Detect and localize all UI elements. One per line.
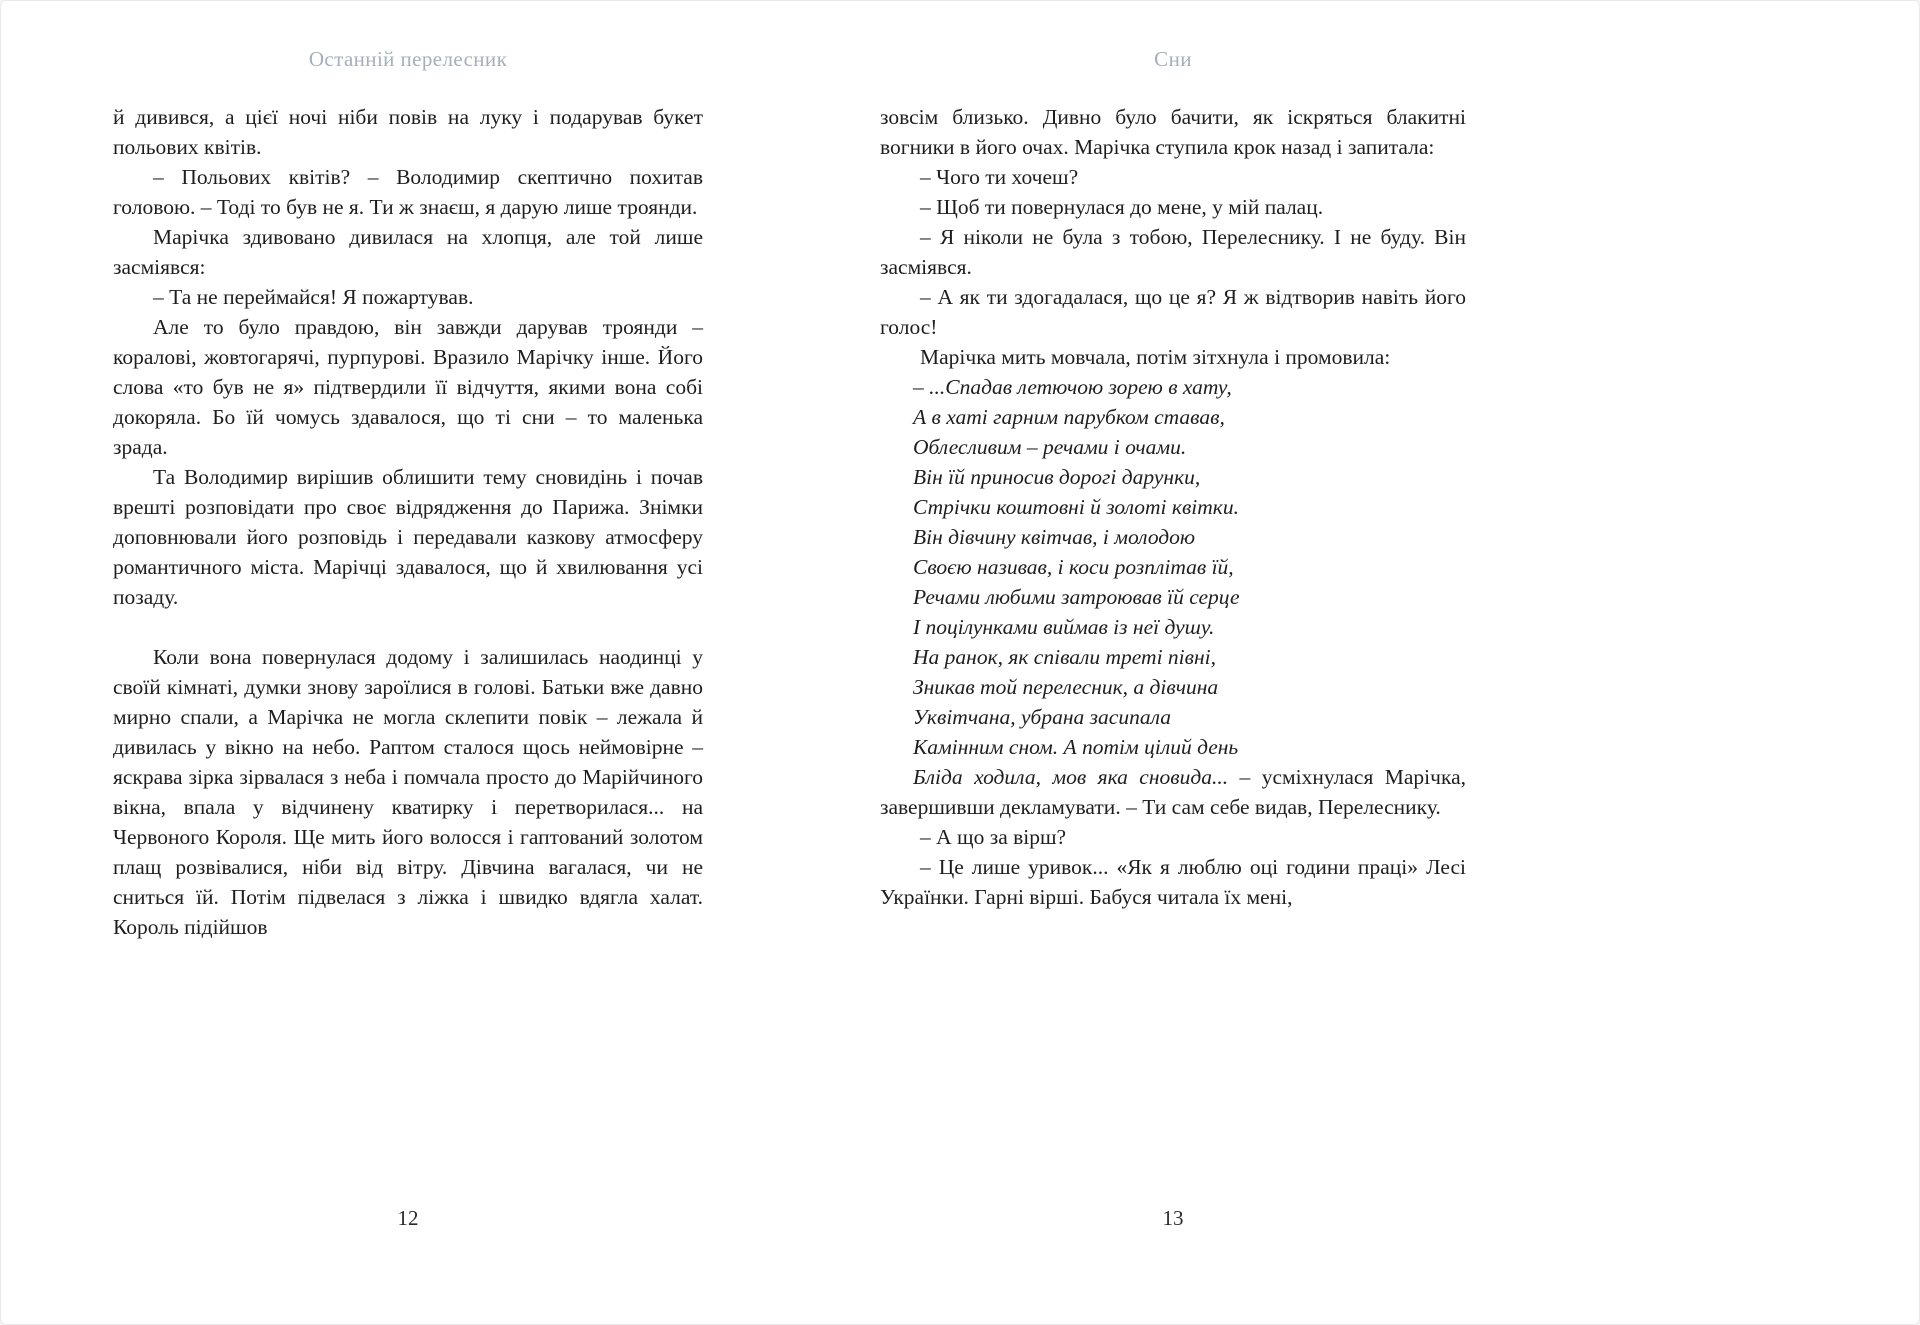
paragraph (880, 342, 1466, 372)
poem-line (880, 372, 1466, 402)
paragraph-spacer (113, 612, 703, 642)
text-run: – Та не переймайся! Я пожартував. (153, 285, 474, 309)
poem-line (880, 522, 1466, 552)
paragraph (113, 162, 703, 222)
text-run: – Це лише уривок... «Як я люблю оці години праці» Лесі Українки. Гарні вірші. Бабуся читала їх мені, (880, 855, 1466, 909)
paragraph (880, 162, 1466, 192)
poem-line (880, 582, 1466, 612)
text-run: й дивився, а цієї ночі ніби повів на луку і подарував букет польових квітів. (113, 105, 703, 159)
text-run-italic: Камінним сном. А потім цілий день (913, 735, 1239, 759)
paragraph (113, 282, 703, 312)
text-run: – усміхнулася Марічка, завершивши декламувати. – Ти сам себе видав, Перелеснику. (880, 765, 1466, 819)
poem-line (880, 402, 1466, 432)
text-run-italic: Облесливим – речами і очами. (913, 435, 1187, 459)
paragraph (113, 312, 703, 462)
text-run-italic: І поцілунками виймав із неї душу. (913, 615, 1215, 639)
text-run-italic: А в хаті гарним парубком ставав, (913, 405, 1225, 429)
text-run: Марічка здивовано дивилася на хлопця, але той лише засміявся: (113, 225, 703, 279)
poem-line (880, 732, 1466, 762)
text-run-italic: Стрічки коштовні й золоті квітки. (913, 495, 1239, 519)
paragraph (880, 822, 1466, 852)
text-run: – Чого ти хочеш? (920, 165, 1079, 189)
text-run-italic: Він дівчину квітчав, і молодою (913, 525, 1196, 549)
text-run: – Щоб ти повернулася до мене, у мій палац. (920, 195, 1324, 219)
text-run-italic: – ...Спадав летючою зорею в хату, (913, 375, 1232, 399)
paragraph (880, 852, 1466, 912)
paragraph (880, 192, 1466, 222)
left-page-text (113, 102, 703, 942)
paragraph (880, 222, 1466, 282)
text-run: Коли вона повернулася додому і залишилась наодинці у своїй кімнаті, думки знову зароїлися в голові. Батьки вже давно мирно спали, а Марічка не могла склепити повік – лежала й дивилась у вікно на небо. Раптом сталося щось неймовірне – яскрава зірка зірвалася з неба і помчала просто до Марійчиного вікна, впала у відчинену кватирку і перетворилася... на Червоного Короля. Ще мить його волосся і гаптований золотом плащ розвівалися, ніби від вітру. Дівчина вагалася, чи не сниться їй. Потім підвелася з ліжка і швидко вдягла халат. Король підійшов (113, 645, 703, 939)
poem-line (880, 642, 1466, 672)
text-run: Але то було правдою, він завжди дарував троянди – коралові, жовтогарячі, пурпурові. Вразило Марічку інше. Його слова «то був не я» підтвердили її відчуття, якими вона собі докоряла. Бо їй чомусь здавалося, що ті сни – то маленька зрада. (113, 315, 703, 459)
text-run: – Я ніколи не була з тобою, Перелеснику. І не буду. Він засміявся. (880, 225, 1466, 279)
text-run: – А що за вірш? (920, 825, 1067, 849)
text-run-italic: Бліда ходила, мов яка сновида... (913, 765, 1240, 789)
paragraph (113, 222, 703, 282)
text-run: зовсім близько. Дивно було бачити, як іскряться блакитні вогники в його очах. Марічка ступила крок назад і запитала: (880, 105, 1466, 159)
poem-line (880, 432, 1466, 462)
right-page (880, 0, 1466, 1325)
paragraph (113, 462, 703, 612)
paragraph (113, 102, 703, 162)
poem-line (880, 612, 1466, 642)
right-page-text (880, 102, 1466, 912)
paragraph (880, 102, 1466, 162)
poem-line (880, 462, 1466, 492)
text-run-italic: Уквітчана, убрана засипала (913, 705, 1171, 729)
poem-line (880, 492, 1466, 522)
right-page-number: 13 (1162, 1206, 1184, 1230)
text-run: Марічка мить мовчала, потім зітхнула і промовила: (920, 345, 1391, 369)
text-run: – А як ти здогадалася, що це я? Я ж відтворив навіть його голос! (880, 285, 1466, 339)
left-running-header: Останній перелесник (308, 47, 508, 71)
text-run-italic: Своєю називав, і коси розплітав їй, (913, 555, 1234, 579)
poem-line (880, 672, 1466, 702)
text-run-italic: На ранок, як співали треті півні, (913, 645, 1216, 669)
text-run-italic: Речами любими затроював їй серце (913, 585, 1240, 609)
text-run: – Польових квітів? – Володимир скептично похитав головою. – Тоді то був не я. Ти ж знаєш, я дарую лише троянди. (113, 165, 703, 219)
text-run-italic: Зникав той перелесник, а дівчина (913, 675, 1219, 699)
poem-line (880, 552, 1466, 582)
poem-line (880, 702, 1466, 732)
right-running-header: Сни (1154, 47, 1192, 71)
left-page (113, 0, 703, 1325)
left-page-number: 12 (397, 1206, 419, 1230)
poem-line (880, 762, 1466, 822)
text-run-italic: Він їй приносив дорогі дарунки, (913, 465, 1201, 489)
paragraph (880, 282, 1466, 342)
paragraph (113, 642, 703, 942)
text-run: Та Володимир вирішив облишити тему сновидінь і почав врешті розповідати про своє відрядження до Парижа. Знімки доповнювали його розповідь і передавали казкову атмосферу романтичного міста. Марічці здавалося, що й хвилювання усі позаду. (113, 465, 703, 609)
